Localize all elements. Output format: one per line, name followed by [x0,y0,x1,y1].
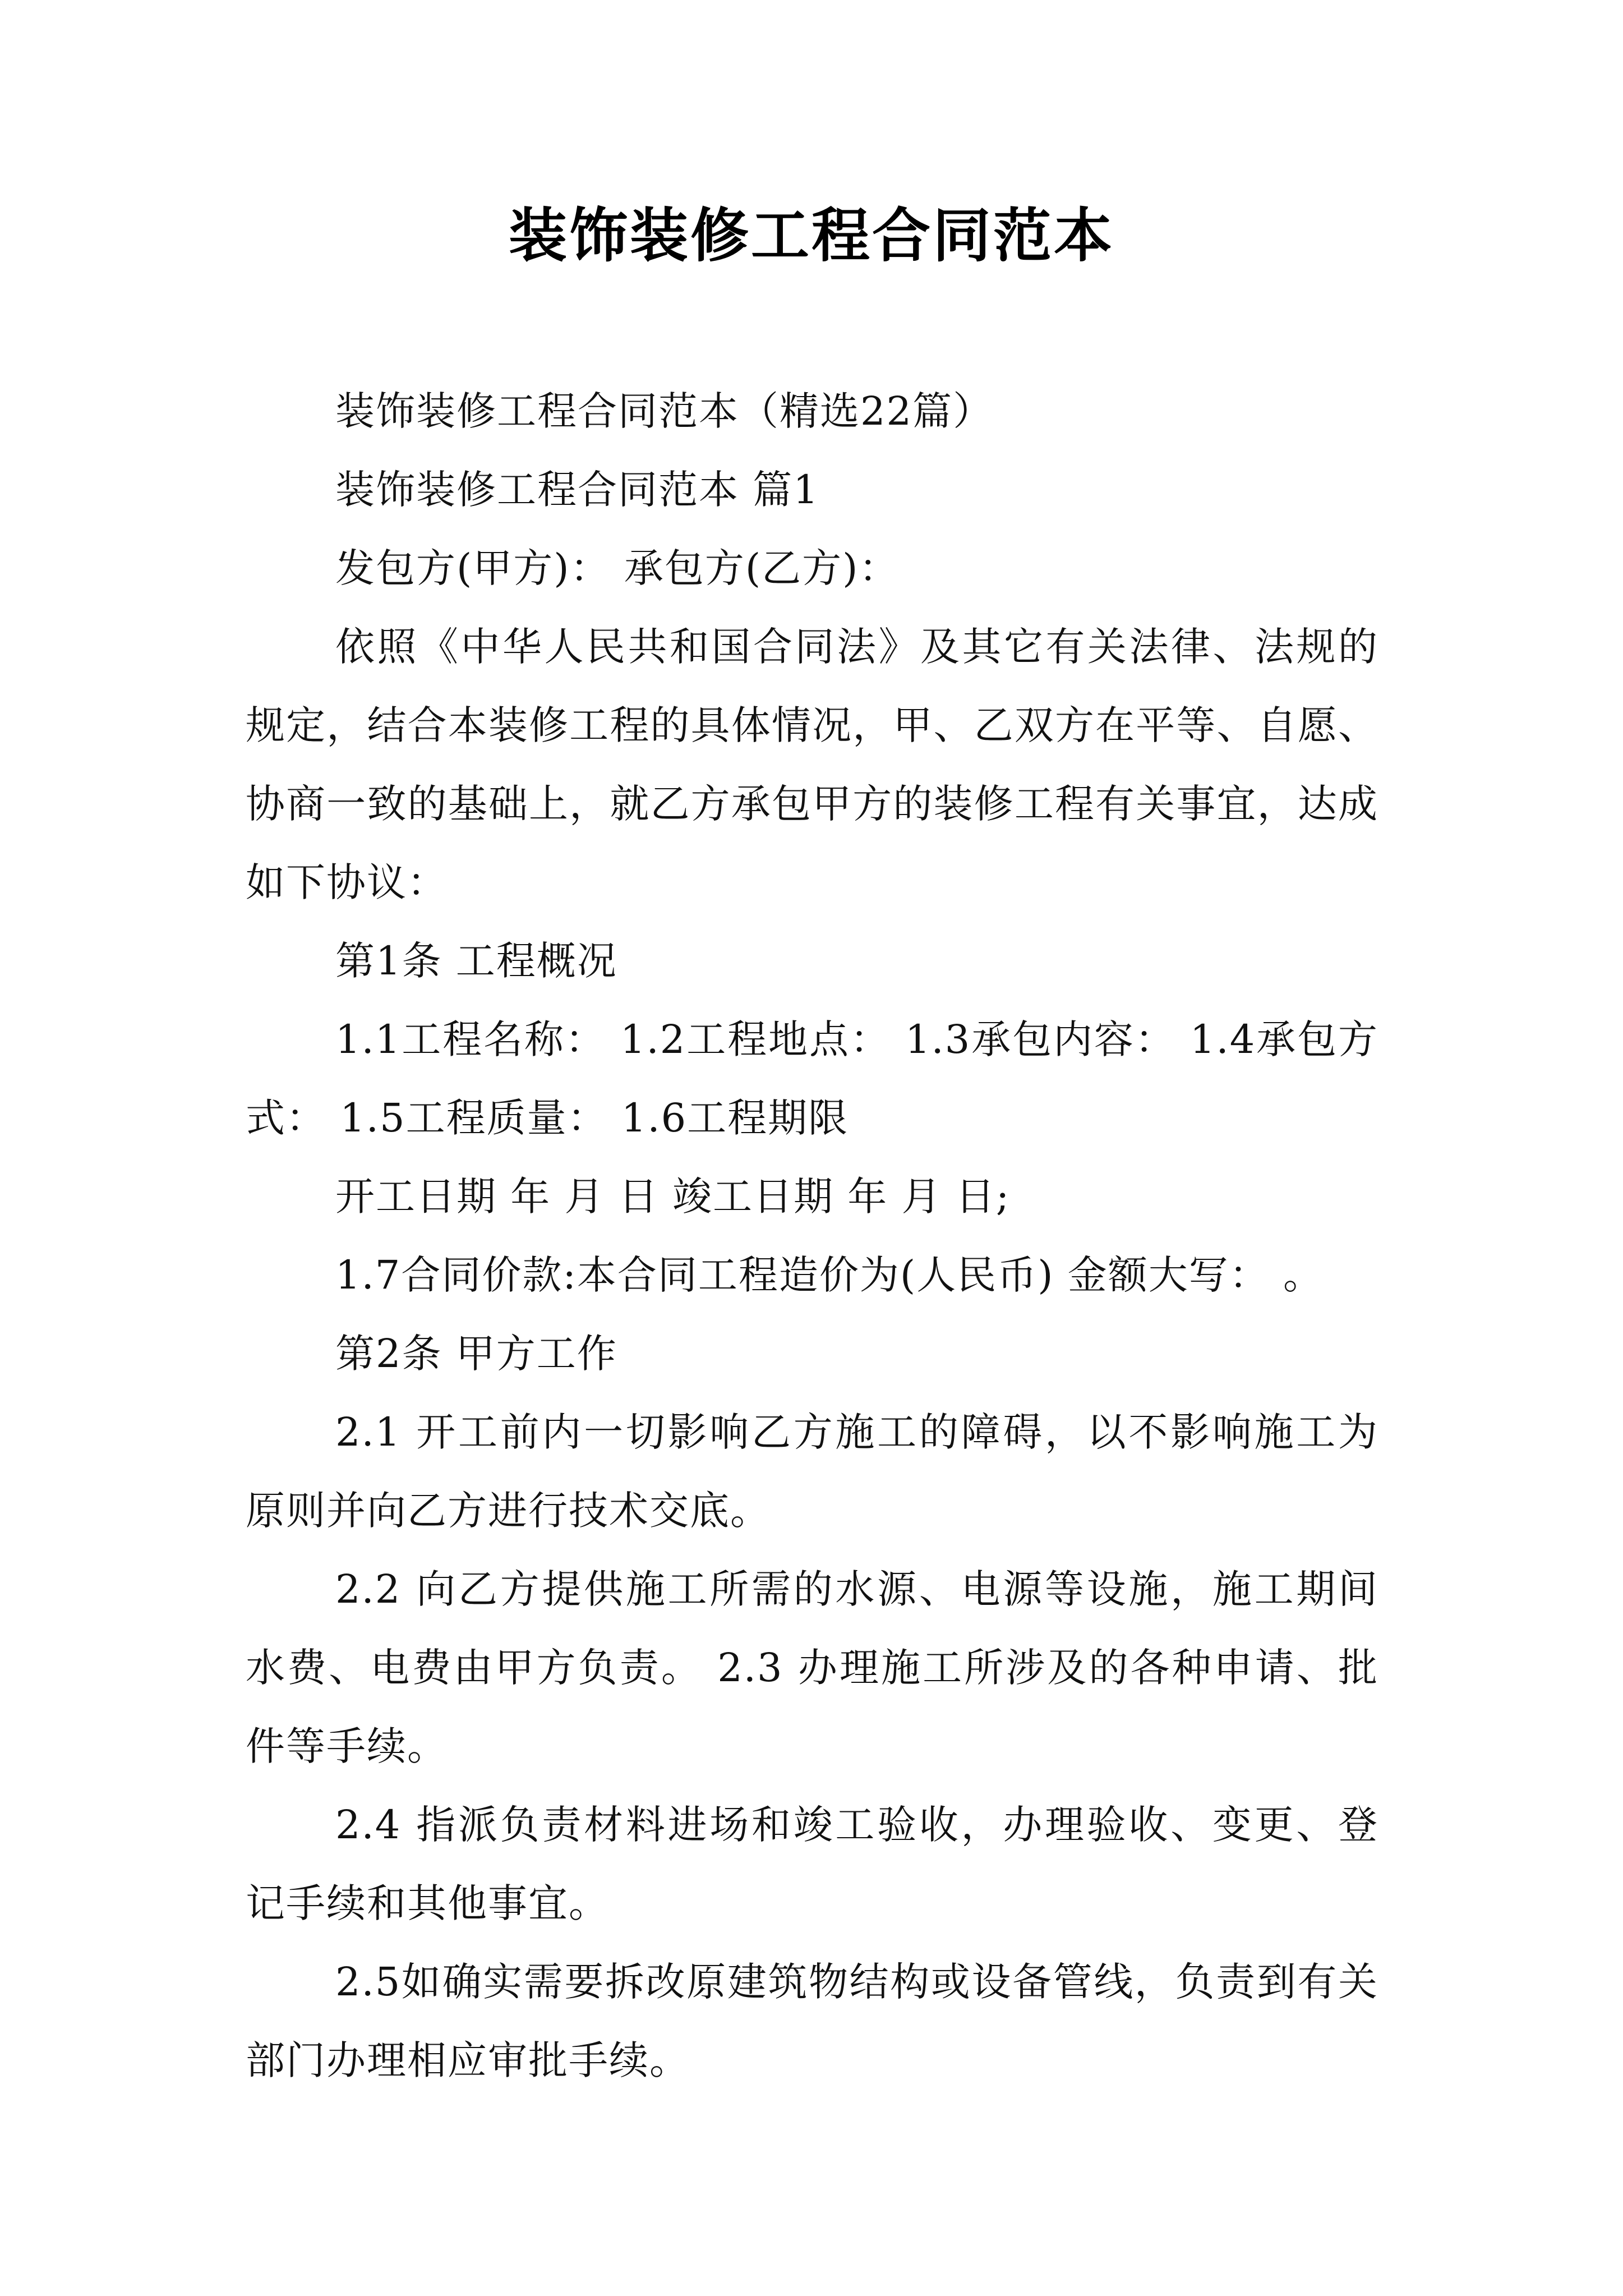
article-heading: 第2条 甲方工作 [335,1331,617,1377]
section-heading: 装饰装修工程合同范本 篇1 [335,467,819,513]
document-body [246,372,1378,2100]
parties-line: 发包方(甲方)： 承包方(乙方)： [335,545,900,591]
clause-paragraph: 2.5如确实需要拆改原建筑物结构或设备管线，负责到有关部门办理相应审批手续。 [246,1959,1378,2083]
price-line: 1.7合同价款:本合同工程造价为(人民币) 金额大写： 。 [335,1252,1324,1298]
document-title: 装饰装修工程合同范本 [508,201,1114,270]
clause-paragraph: 2.2 向乙方提供施工所需的水源、电源等设施，施工期间水费、电费由甲方负责。 2.3 办理施工所涉及的各种申请、批件等手续。 [246,1566,1378,1769]
clause-paragraph: 2.1 开工前内一切影响乙方施工的障碍，以不影响施工为原则并向乙方进行技术交底。 [246,1409,1378,1534]
dates-line: 开工日期 年 月 日 竣工日期 年 月 日; [335,1174,1011,1220]
preamble-paragraph: 依照《中华人民共和国合同法》及其它有关法律、法规的规定，结合本装修工程的具体情况，甲、乙双方在平等、自愿、协商一致的基础上，就乙方承包甲方的装修工程有关事宜，达成如下协议： [246,624,1378,905]
subtitle-line: 装饰装修工程合同范本（精选22篇） [335,388,994,434]
article-heading: 第1条 工程概况 [335,938,617,984]
clause-paragraph: 1.1工程名称： 1.2工程地点： 1.3承包内容： 1.4承包方式： 1.5工程质量： 1.6工程期限 [246,1016,1378,1141]
clause-paragraph: 2.4 指派负责材料进场和竣工验收，办理验收、变更、登记手续和其他事宜。 [246,1802,1378,1926]
